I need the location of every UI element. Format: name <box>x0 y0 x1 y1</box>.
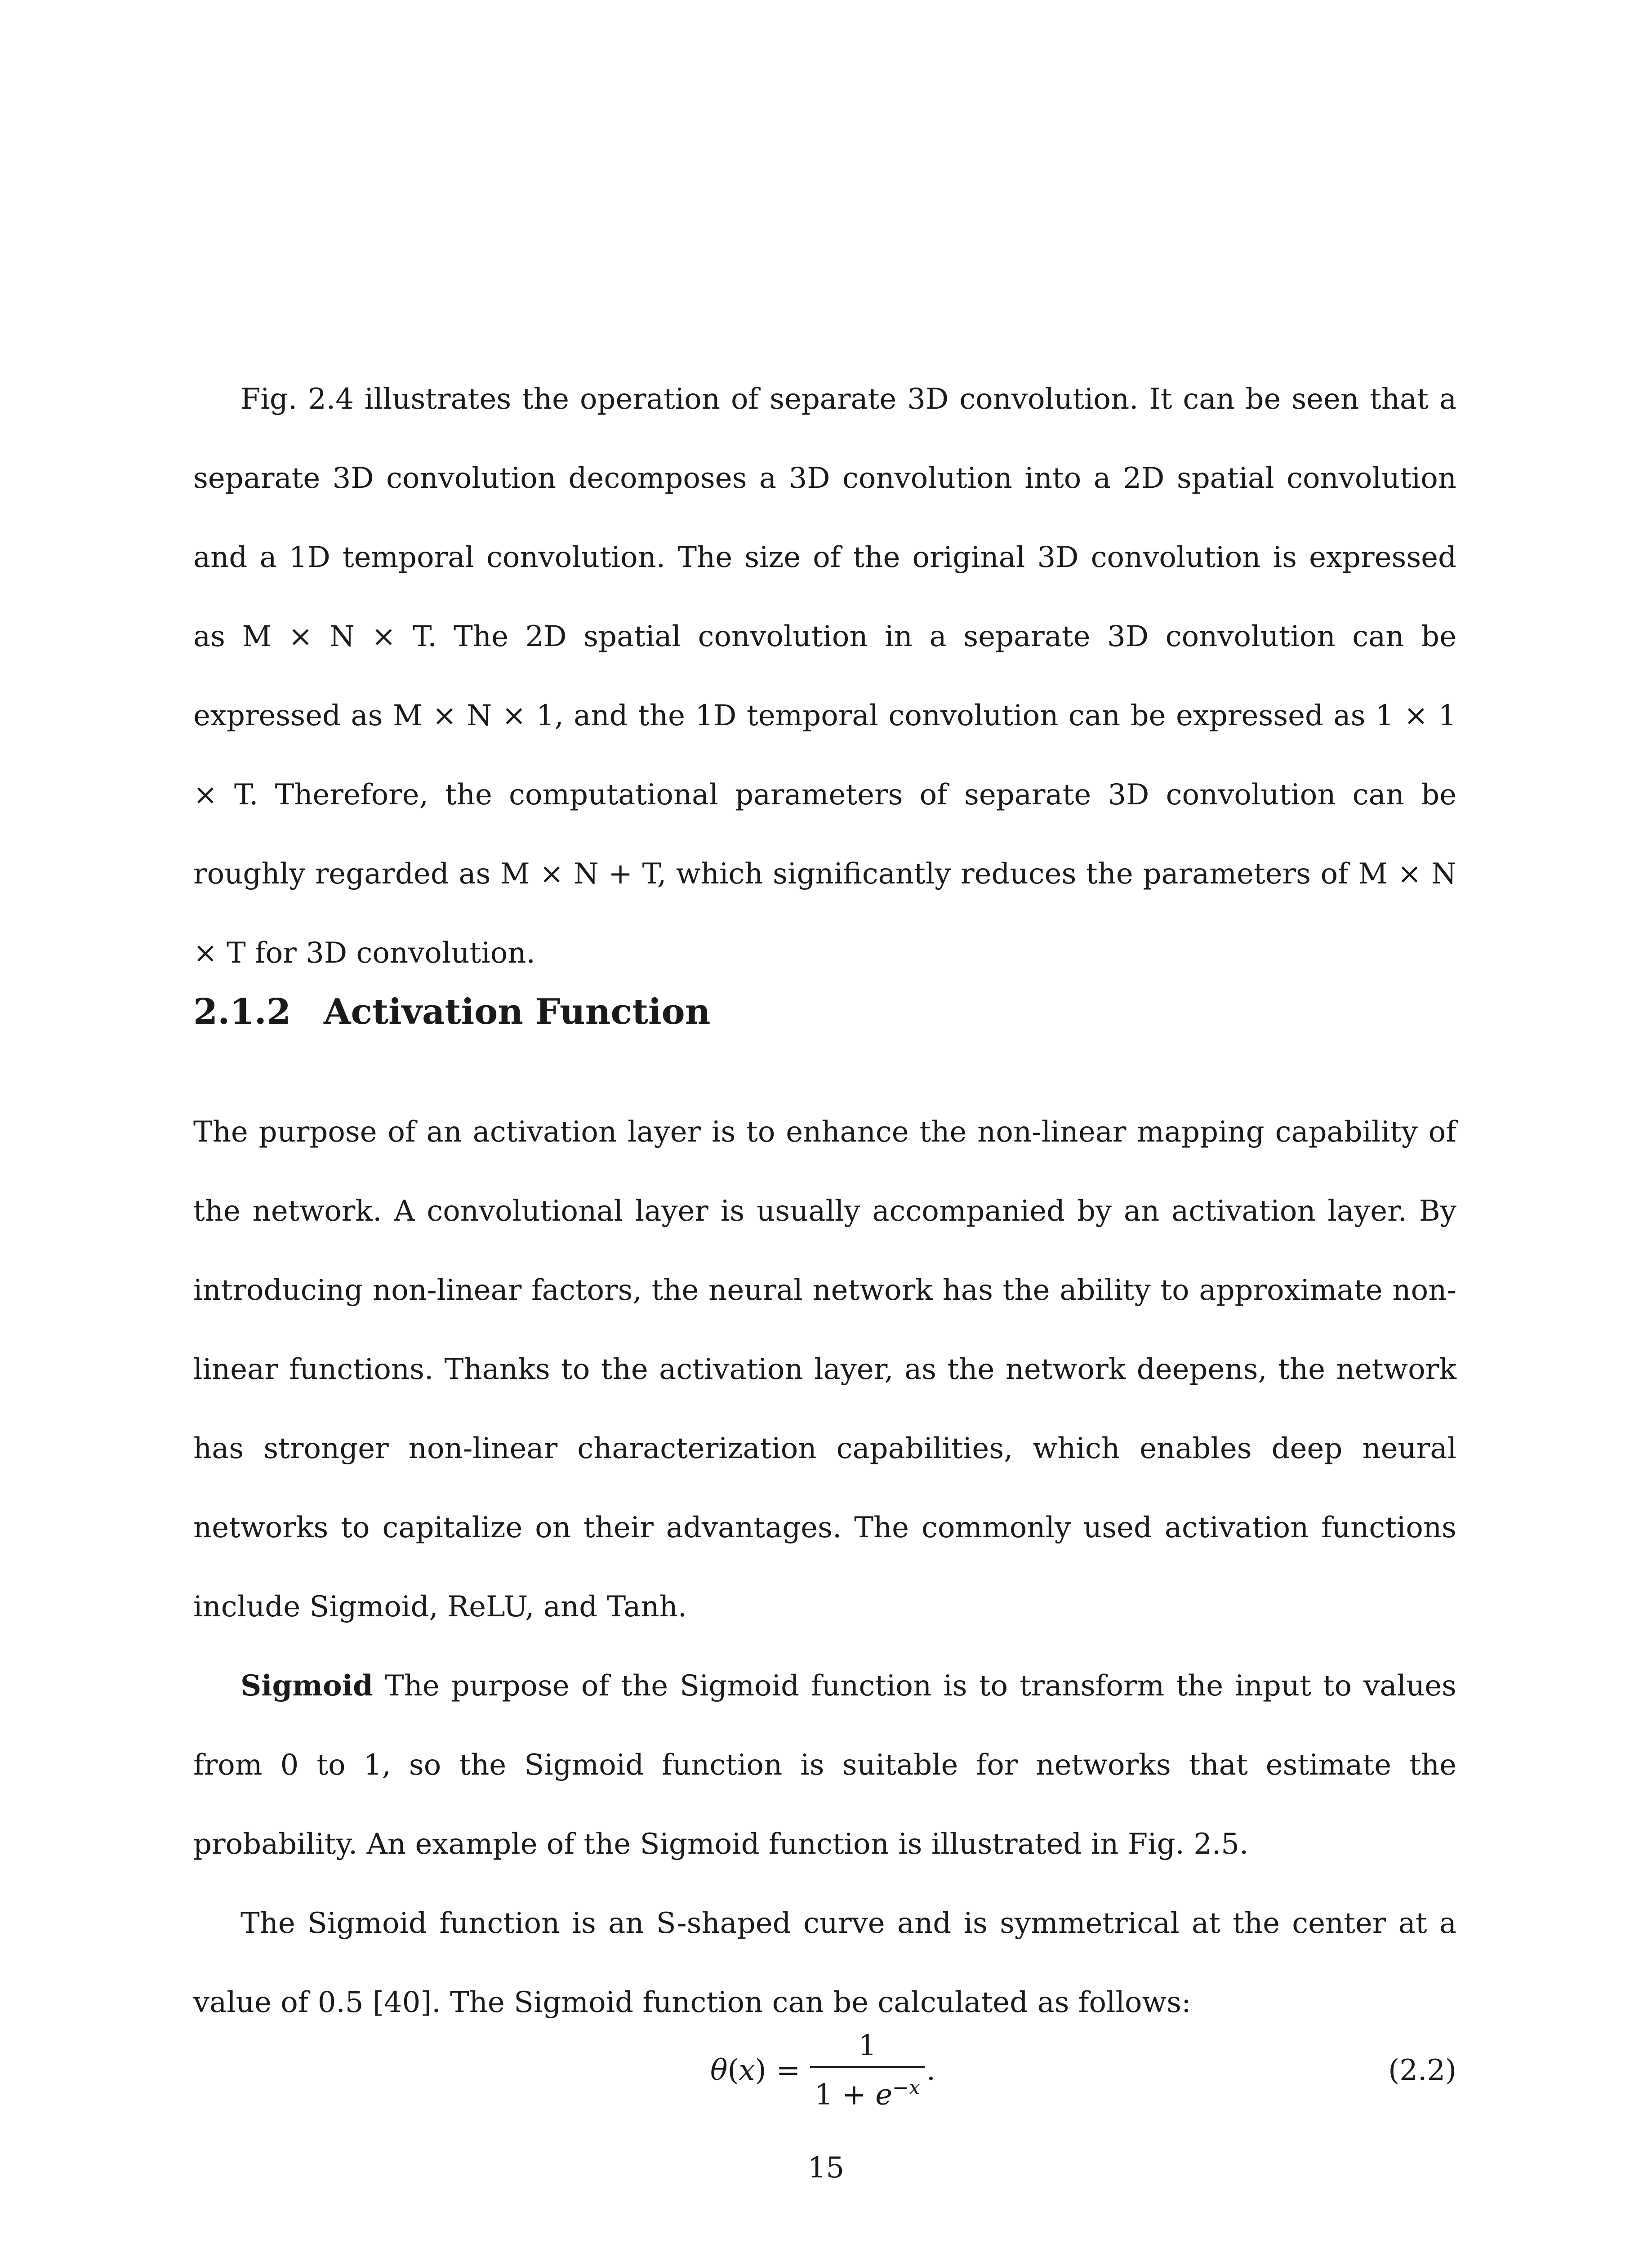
equation-2-2 <box>0 2025 1652 2115</box>
equation-number: (2.2) <box>1388 2054 1456 2087</box>
sigmoid-description: The purpose of the Sigmoid function is to transform the input to values from 0 to 1, so the Sigmoid function is suitable for networks that estimate the probability. An example of the Sigmoid function is illustrated in Fig. 2.5. <box>193 1669 1456 1861</box>
theta-symbol: θ <box>710 2054 728 2087</box>
equals-sign: = <box>776 2054 801 2087</box>
section-heading <box>193 991 710 1032</box>
denominator-base: 1 + <box>815 2078 876 2112</box>
section-title: Activation Function <box>324 991 711 1032</box>
body-text-section <box>193 1093 1456 2042</box>
paragraph-sigmoid-curve: The Sigmoid function is an S-shaped curve and is symmetrical at the center at a value of 0.5 [40]. The Sigmoid function can be calculated as follows: <box>193 1907 1456 2019</box>
fraction <box>810 2030 925 2110</box>
lhs-variable: x <box>739 2054 755 2087</box>
lhs-open-paren: ( <box>727 2054 739 2087</box>
denominator-e: e <box>875 2078 893 2112</box>
body-text-top <box>193 360 1456 993</box>
page-number: 15 <box>807 2151 845 2185</box>
section-number: 2.1.2 <box>193 991 291 1032</box>
paragraph-separate-3d-convolution: Fig. 2.4 illustrates the operation of separate 3D convolution. It can be seen that a separate 3D convolution decomposes a 3D convolution into a 2D spatial convolution and a 1D temporal convolution. The size of the original 3D convolution is expressed as M × N × T. The 2D spatial convolution in a separate 3D convolution can be expressed as M × N × 1, and the 1D temporal convolution can be expressed as 1 × 1 × T. Therefore, the computational parameters of separate 3D convolution can be roughly regarded as M × N + T, which significantly reduces the parameters of M × N × T for 3D convolution. <box>193 383 1456 970</box>
fraction-numerator: 1 <box>858 2029 877 2063</box>
lhs-close-paren: ) <box>755 2054 766 2087</box>
denominator-exponent: −x <box>892 2076 920 2100</box>
equation-period: . <box>926 2054 936 2087</box>
sigmoid-run-in-heading: Sigmoid <box>240 1669 373 1703</box>
equation-lhs <box>710 2054 766 2087</box>
paragraph-sigmoid <box>193 1646 1456 1884</box>
fraction-denominator <box>810 2066 925 2110</box>
equation-body <box>710 2025 935 2115</box>
paragraph-activation-intro: The purpose of an activation layer is to enhance the non-linear mapping capability of the network. A convolutional layer is usually accompanied by an activation layer. By introducing non-linear factors, the neural network has the ability to approximate non-linear functions. Thanks to the activation layer, as the network deepens, the network has stronger non-linear characterization capabilities, which enables deep neural networks to capitalize on their advantages. The commonly used activation functions include Sigmoid, ReLU, and Tanh. <box>193 1115 1456 1624</box>
